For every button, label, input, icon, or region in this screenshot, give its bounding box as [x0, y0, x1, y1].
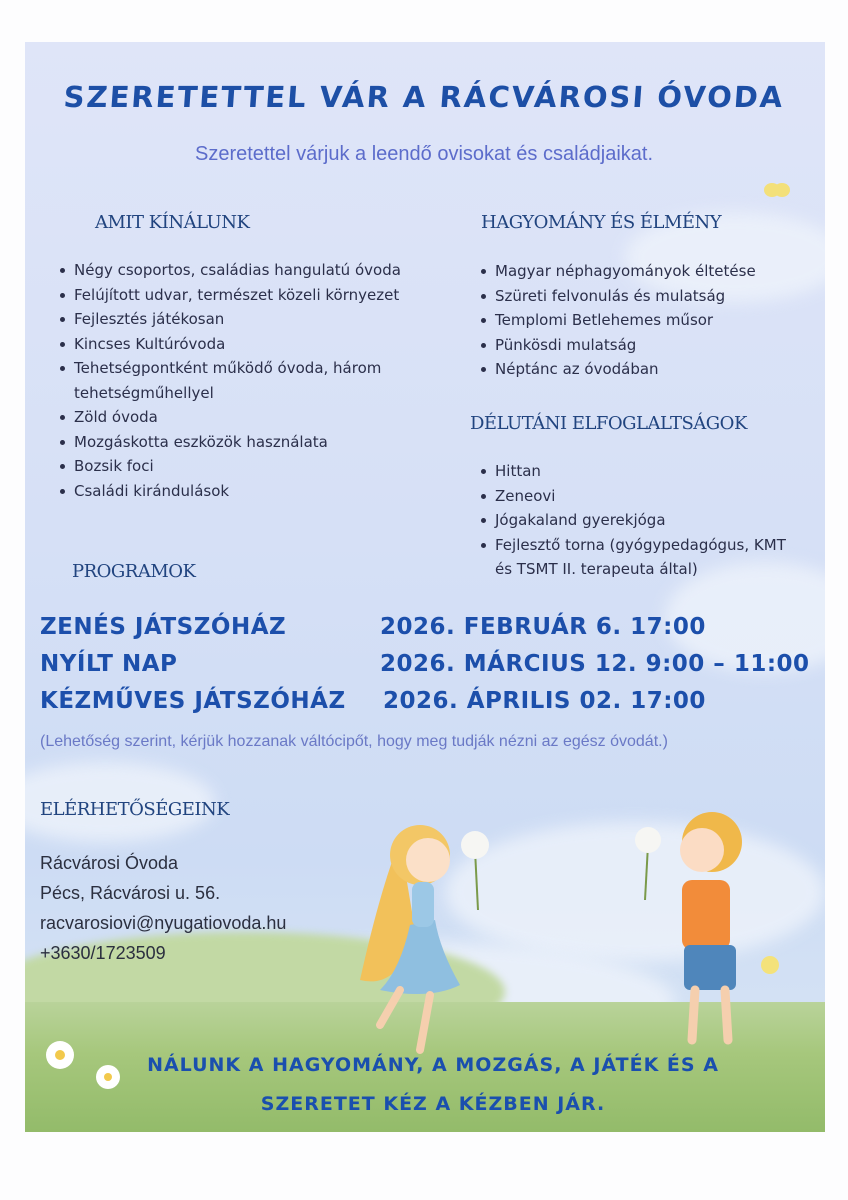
list-item: Néptánc az óvodában	[481, 357, 811, 382]
footer-slogan-line1: NÁLUNK A HAGYOMÁNY, A MOZGÁS, A JÁTÉK ÉS A	[147, 1054, 719, 1076]
list-item: Bozsik foci	[60, 454, 450, 479]
list-item: Kincses Kultúróvoda	[60, 332, 450, 357]
list-item: Hittan	[481, 459, 791, 484]
contact-address: Pécs, Rácvárosi u. 56.	[40, 883, 221, 903]
page-title: SZERETETTEL VÁR A RÁCVÁROSI ÓVODA	[62, 80, 786, 114]
program-date: 2026. MÁRCIUS 12. 9:00 – 11:00	[380, 651, 810, 677]
children-dandelion-illustration	[340, 800, 780, 1070]
program-name: ZENÉS JÁTSZÓHÁZ	[40, 614, 287, 640]
list-item: Családi kirándulások	[60, 479, 450, 504]
list-item: Fejlesztés játékosan	[60, 307, 450, 332]
list-item: Négy csoportos, családias hangulatú óvoda	[60, 258, 450, 283]
list-item: Zöld óvoda	[60, 405, 450, 430]
list-item: Templomi Betlehemes műsor	[481, 308, 811, 333]
offer-list	[60, 258, 450, 503]
offer-heading: AMIT KÍNÁLUNK	[95, 212, 250, 233]
program-date: 2026. ÁPRILIS 02. 17:00	[383, 688, 706, 714]
contact-heading: ELÉRHETŐSÉGEINK	[40, 799, 230, 820]
list-item: Jógakaland gyerekjóga	[481, 508, 791, 533]
butterfly-icon	[762, 178, 792, 204]
contact-name: Rácvárosi Óvoda	[40, 853, 179, 873]
list-item: Zeneovi	[481, 484, 791, 509]
programs-heading: PROGRAMOK	[72, 561, 196, 582]
subtitle: Szeretettel várjuk a leendő ovisokat és családjaikat.	[194, 143, 654, 165]
contact-phone[interactable]: +3630/1723509	[40, 943, 166, 963]
tradition-heading: HAGYOMÁNY ÉS ÉLMÉNY	[481, 212, 722, 233]
program-date: 2026. FEBRUÁR 6. 17:00	[380, 614, 706, 640]
list-item: Mozgáskotta eszközök használata	[60, 430, 450, 455]
program-name: KÉZMŰVES JÁTSZÓHÁZ	[40, 688, 346, 714]
program-name: NYÍLT NAP	[40, 651, 178, 677]
list-item: Magyar néphagyományok éltetése	[481, 259, 811, 284]
program-note: (Lehetőség szerint, kérjük hozzanak váltócipőt, hogy meg tudják nézni az egész óvodát.)	[40, 733, 668, 750]
list-item: Fejlesztő torna (gyógypedagógus, KMT és TSMT II. terapeuta által)	[481, 533, 791, 582]
tradition-list	[481, 259, 811, 382]
afternoon-heading: DÉLUTÁNI ELFOGLALTSÁGOK	[470, 413, 747, 434]
footer-slogan-line2: SZERETET KÉZ A KÉZBEN JÁR.	[260, 1093, 606, 1115]
afternoon-list	[481, 459, 791, 582]
contact-email[interactable]: racvarosiovi@nyugatiovoda.hu	[40, 913, 287, 933]
list-item: Pünkösdi mulatság	[481, 333, 811, 358]
list-item: Tehetségpontként működő óvoda, három tehetségműhellyel	[60, 356, 434, 405]
list-item: Felújított udvar, természet közeli környezet	[60, 283, 450, 308]
list-item: Szüreti felvonulás és mulatság	[481, 284, 811, 309]
